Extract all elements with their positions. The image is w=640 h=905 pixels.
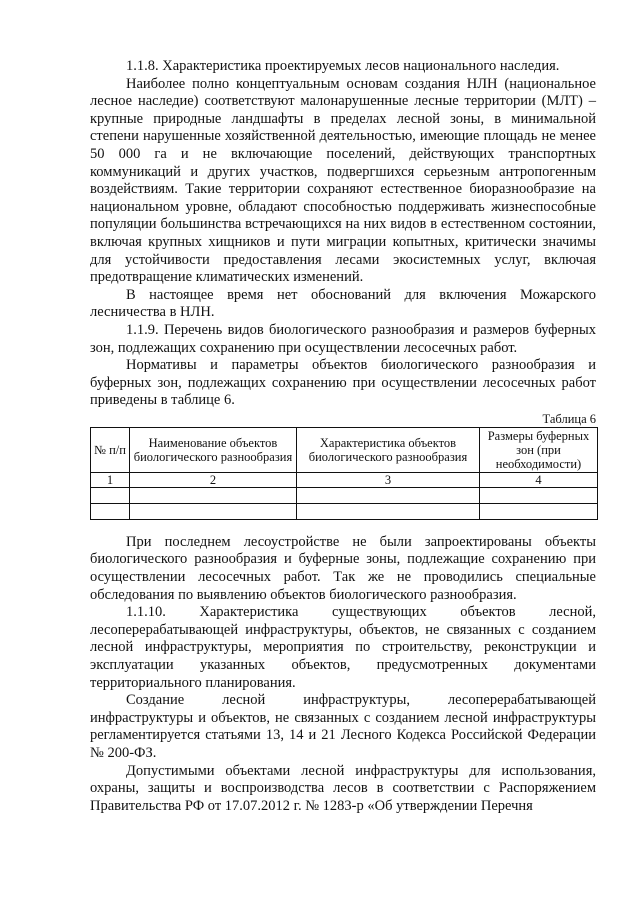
section-heading-1-1-8: 1.1.8. Характеристика проектируемых лесов национального наследия.	[126, 58, 560, 74]
document-page	[90, 58, 596, 815]
column-number-1: 1	[91, 472, 130, 487]
header-buffer-zone-size: Размеры буферных зон (при необходимости)	[480, 427, 598, 472]
table-header-row	[91, 427, 598, 472]
header-object-characteristics: Характеристика объектов биологического разнообразия	[297, 427, 480, 472]
paragraph-table-reference: Нормативы и параметры объектов биологического разнообразия и буферных зон, подлежащих сохранению при осуществлении лесосечных работ приведены в таблице 6.	[90, 357, 596, 409]
table-row-empty	[91, 503, 598, 519]
paragraph-mlt-description: Наиболее полно концептуальным основам создания НЛН (национальное лесное наследие) соответствуют малонарушенные лесные территории (МЛТ) – крупные природные ландшафты в пределах лесной зоны, в минимальной степени нарушенные хозяйственной деятельностью, имеющие площадь не менее 50 000 га и не включающие поселений, действующих транспортных коммуникаций и других участков, подвергшихся серьезным антропогенным воздействиям. Такие территории сохраняют естественное биоразнообразие на национальном уровне, обладают способностью поддерживать жизнеспособные популяции большинства встречающихся на них видов в естественном состоянии, включая крупных хищников и пути миграции копытных, критически значимы для устойчивости предоставления лесами экосистемных услуг, включая предотвращение климатических изменений.	[90, 75, 596, 286]
header-object-name: Наименование объектов биологического разнообразия	[130, 427, 297, 472]
paragraph-permitted-infrastructure: Допустимыми объектами лесной инфраструктуры для использования, охраны, защиты и воспроизводства лесов в соответствии с Распоряжением Правительства РФ от 17.07.2012 г. № 1283-р «Об утверждении Перечня	[90, 762, 596, 814]
biodiversity-table	[90, 427, 598, 520]
column-number-4: 4	[480, 472, 598, 487]
paragraph-nln-status: В настоящее время нет обоснований для включения Можарского лесничества в НЛН.	[90, 286, 596, 321]
table-row-empty	[91, 487, 598, 503]
paragraph-no-objects-designed: При последнем лесоустройстве не были запроектированы объекты биологического разнообразия и буферные зоны, подлежащие сохранению при осуществлении лесосечных работ. Так же не проводились специальные обследования по выявлению объектов биологического разнообразия.	[90, 533, 596, 603]
header-number: № п/п	[91, 427, 130, 472]
section-heading-1-1-10: 1.1.10. Характеристика существующих объектов лесной, лесоперерабатывающей инфраструктуры, объектов, не связанных с созданием лесной инфраструктуры, мероприятия по строительству, реконструкции и эксплуатации указанных объектов, предусмотренных документами территориального планирования.	[90, 604, 596, 691]
section-heading-1-1-9: 1.1.9. Перечень видов биологического разнообразия и размеров буферных зон, подлежащих сохранению при осуществлении лесосечных работ.	[90, 321, 596, 356]
table-column-numbers-row	[91, 472, 598, 487]
paragraph-forest-code-regulation: Создание лесной инфраструктуры, лесоперерабатывающей инфраструктуры и объектов, не связанных с созданием лесной инфраструктуры регламентируется статьями 13, 14 и 21 Лесного Кодекса Российской Федерации № 200-ФЗ.	[90, 692, 596, 761]
table-caption: Таблица 6	[542, 411, 596, 426]
column-number-2: 2	[130, 472, 297, 487]
column-number-3: 3	[297, 472, 480, 487]
